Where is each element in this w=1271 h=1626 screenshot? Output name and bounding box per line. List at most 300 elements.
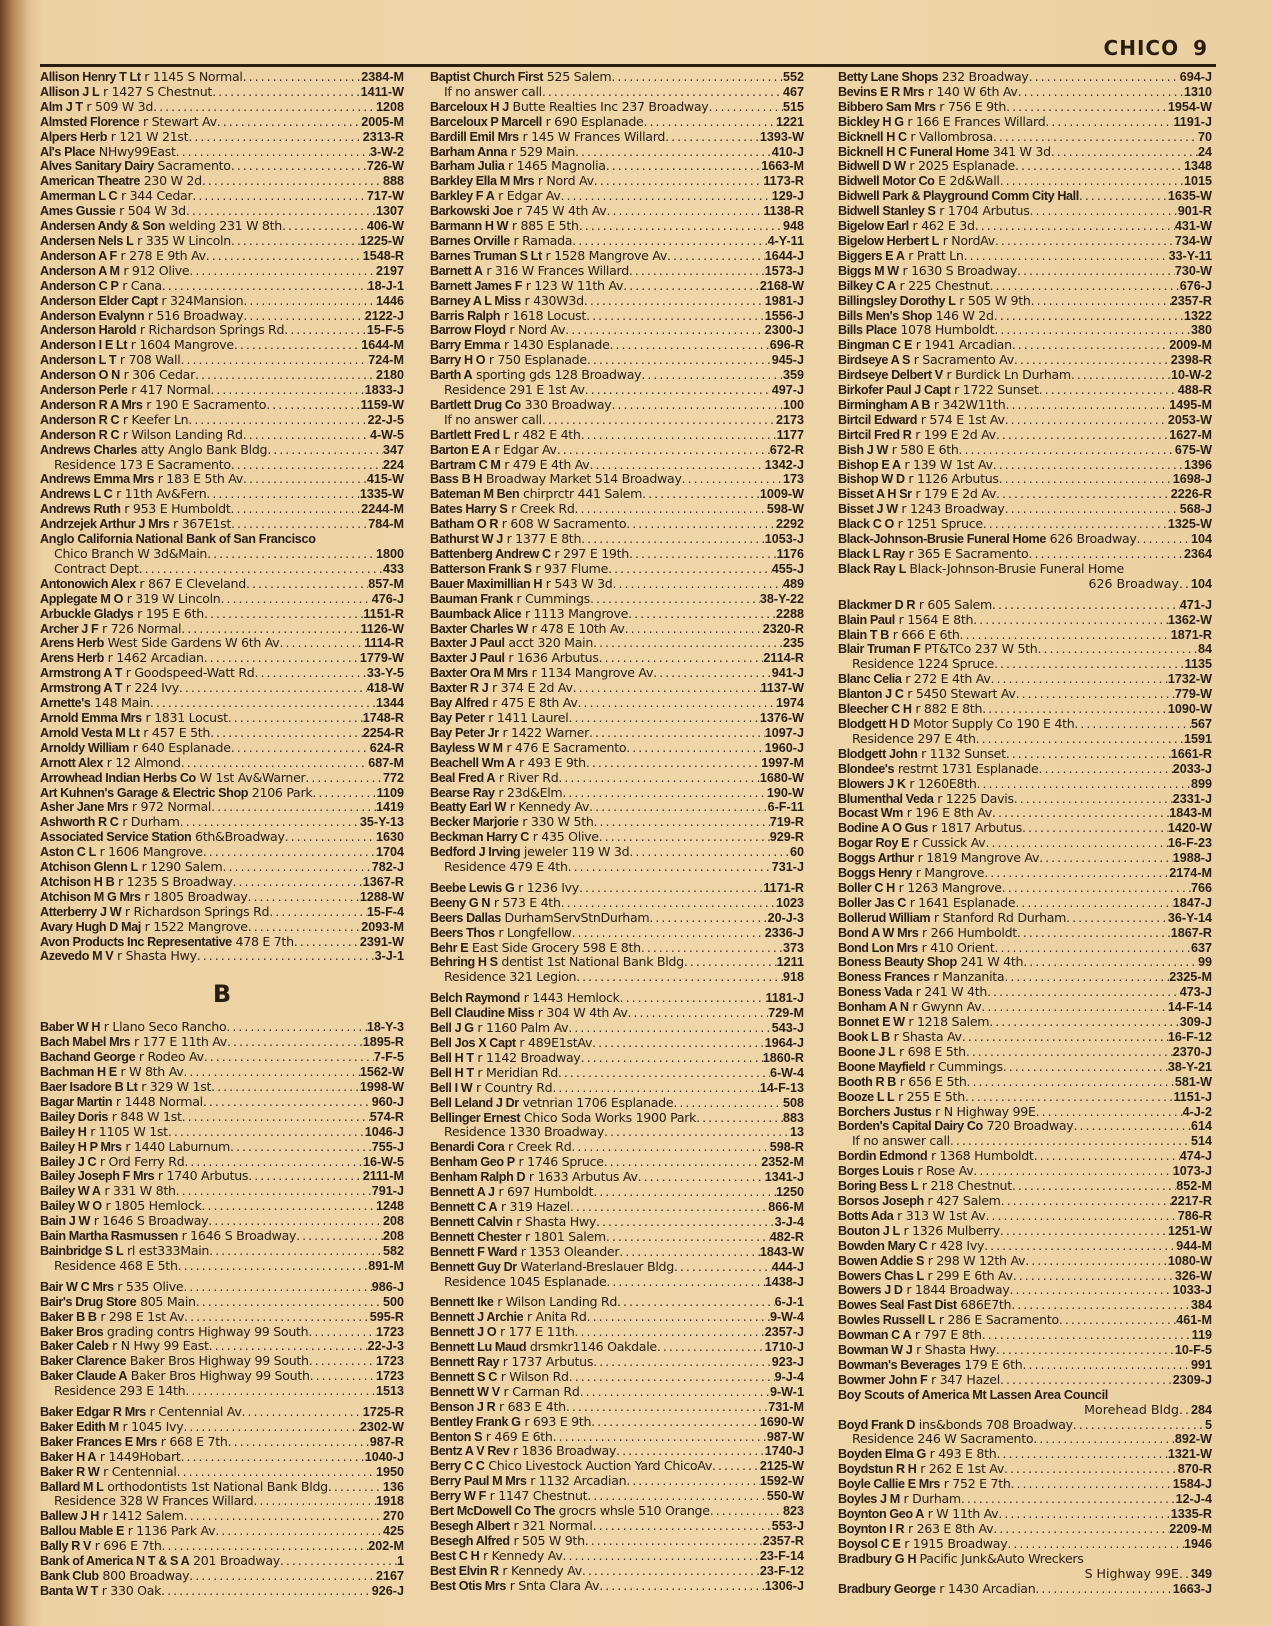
listing-detail: r Edgar Av	[498, 189, 561, 204]
phone-number: 173	[782, 472, 804, 487]
leader-dots	[581, 1051, 763, 1066]
listing-heading	[838, 1388, 1212, 1403]
phone-number: 899	[1190, 776, 1212, 791]
phone-number: 60	[789, 845, 804, 860]
listing-entry	[40, 487, 404, 502]
leader-dots	[1038, 642, 1198, 657]
listing-subentry	[40, 458, 404, 473]
listing-text	[430, 1051, 581, 1066]
listing-text	[40, 219, 282, 234]
listing-name: Bennett Guy Dr	[430, 1259, 517, 1274]
phone-number: 719-R	[769, 815, 804, 830]
listing-subentry	[838, 732, 1212, 747]
listing-detail: Residence 321 Legion	[444, 970, 577, 985]
listing-text	[40, 681, 179, 696]
listing-text	[430, 741, 626, 756]
listing-detail: r 1225 Davis	[937, 791, 1014, 806]
listing-detail: r 1915 Broadway	[904, 1536, 1008, 1551]
leader-dots	[184, 1310, 370, 1325]
listing-text	[838, 1045, 966, 1060]
leader-dots	[582, 1564, 760, 1579]
listing-entry	[838, 338, 1212, 353]
listing-text	[838, 792, 1014, 807]
listing-entry	[838, 896, 1212, 911]
phone-number: 1635-W	[1167, 189, 1212, 204]
listing-detail: r 139 W 1st Av	[904, 457, 993, 472]
leader-dots	[1031, 294, 1171, 309]
phone-number: 1046-J	[364, 1124, 404, 1139]
listing-detail: r 1465 Magnolia	[508, 159, 606, 174]
listing-entry	[838, 174, 1212, 189]
listing-name: Bidwell Stanley S	[838, 204, 936, 219]
listing-text	[40, 1169, 248, 1184]
listing-detail: r 218 Chestnut	[921, 1179, 1012, 1194]
leader-dots	[1003, 1060, 1168, 1075]
listing-detail: r 1646 S Broadway	[93, 1214, 209, 1229]
listing-name: Bidwell D W	[838, 159, 906, 174]
leader-dots	[176, 145, 370, 160]
listing-detail: r 482 E 4th	[513, 427, 581, 442]
listing-text	[430, 941, 641, 956]
listing-entry	[40, 875, 404, 890]
listing-entry	[430, 1215, 804, 1230]
leader-dots	[992, 806, 1169, 821]
listing-text	[838, 1283, 1009, 1298]
phone-number: 1322	[1183, 308, 1212, 323]
listing-name: Barmann H W	[430, 219, 509, 234]
leader-dots	[1006, 747, 1171, 762]
listing-detail: If no answer call	[444, 412, 542, 427]
leader-dots: ..	[1178, 1565, 1191, 1581]
listing-name: Baxter R J	[430, 681, 489, 696]
leader-dots	[606, 1275, 764, 1290]
listing-entry	[40, 711, 404, 726]
listing-detail: r 1817 Arbutus	[931, 821, 1023, 836]
listing-entry	[40, 1050, 404, 1065]
leader-dots	[231, 502, 362, 517]
listing-entry	[430, 955, 804, 970]
listing-text	[40, 264, 189, 279]
listing-entry	[430, 294, 804, 309]
leader-dots	[1137, 532, 1191, 547]
listing-name: Bouton J L	[838, 1223, 900, 1238]
listing-name: Bowles Russell L	[838, 1313, 936, 1328]
listing-text	[430, 1096, 673, 1111]
leader-dots	[674, 1260, 772, 1275]
leader-dots	[625, 622, 763, 637]
listing-text	[838, 821, 1022, 836]
listing-text	[40, 800, 211, 815]
listing-text	[838, 642, 1038, 657]
leader-dots	[589, 458, 764, 473]
phone-number: 309-J	[1179, 1015, 1212, 1030]
listing-detail: r 365 E Sacramento	[908, 547, 1029, 561]
listing-text	[430, 532, 581, 547]
leader-dots	[1079, 189, 1168, 204]
listing-detail: r 367E1st	[173, 517, 232, 532]
city-name: CHICO	[1103, 36, 1180, 60]
leader-dots	[581, 428, 777, 443]
phone-number: 731-J	[771, 860, 804, 875]
listing-detail: r Sacramento Av	[913, 353, 1014, 368]
listing-name: Blowers J K	[838, 776, 906, 791]
listing-text	[838, 985, 987, 1000]
listing-entry	[838, 159, 1212, 174]
leader-dots	[1014, 353, 1171, 368]
phone-number: 1114-R	[364, 636, 404, 651]
leader-dots	[626, 1474, 760, 1489]
phone-number: 568-J	[1179, 502, 1212, 517]
listing-entry	[40, 771, 404, 786]
listing-entry	[40, 323, 404, 338]
listing-text	[40, 1435, 228, 1450]
listing-text	[838, 762, 1038, 777]
phone-number: 16-F-12	[1167, 1030, 1212, 1044]
leader-dots	[973, 1164, 1172, 1179]
listing-text	[838, 472, 999, 487]
listing-name: Barton E A	[430, 442, 491, 457]
listing-name: Anderson R A Mrs	[40, 397, 143, 412]
listing-name: Bidwell Motor Co	[838, 174, 935, 189]
listing-detail: r 1805 Broadway	[144, 889, 248, 904]
listing-detail: r 745 W 4th Av	[516, 204, 607, 219]
listing-detail: jeweler 119 W 3d	[523, 845, 630, 860]
listing-entry	[838, 1537, 1212, 1552]
listing-entry	[40, 890, 404, 905]
listing-detail: r 1263 Mangrove	[898, 880, 1002, 895]
leader-dots	[309, 1354, 376, 1369]
listing-text	[40, 1280, 183, 1295]
phone-number: 515	[782, 99, 804, 114]
leader-dots	[1051, 145, 1198, 160]
listing-text	[838, 628, 960, 643]
listing-detail: r 1326 Mulberry	[903, 1223, 1000, 1238]
listing-entry	[838, 443, 1212, 458]
leader-dots	[153, 100, 376, 115]
leader-dots	[982, 1328, 1192, 1343]
listing-text	[838, 613, 973, 628]
leader-dots	[230, 1140, 372, 1155]
listing-name: Anderson Perle	[40, 383, 128, 398]
phone-number: 474-J	[1179, 1149, 1212, 1164]
leader-dots	[994, 323, 1191, 338]
phone-number: 489	[782, 576, 804, 591]
listing-text	[838, 189, 1079, 204]
listing-detail: r 848 W 1st	[111, 1109, 182, 1124]
leader-dots	[985, 1209, 1177, 1224]
listing-detail: r 882 E 8th	[915, 702, 983, 717]
listing-name: Ballew J H	[40, 1509, 99, 1524]
listing-entry	[838, 458, 1212, 473]
listing-entry	[430, 1534, 804, 1549]
listing-detail: r 529 Main	[510, 144, 576, 159]
listing-name: Blanc Celia	[838, 672, 902, 687]
listing-text	[430, 458, 589, 473]
listing-subentry	[430, 85, 804, 100]
listing-entry	[430, 1260, 804, 1275]
leader-dots	[196, 1295, 383, 1310]
leader-dots	[579, 881, 763, 896]
phone-number: 918	[782, 970, 804, 985]
phone-number: 2398-R	[1170, 353, 1212, 368]
listing-text	[40, 1065, 183, 1080]
listing-entry	[40, 1539, 404, 1554]
listing-name: Barnes Truman S Lt	[430, 248, 542, 263]
leader-dots	[611, 70, 783, 85]
listing-text	[430, 487, 642, 502]
listing-detail: r 255 E 5th	[898, 1089, 965, 1104]
phone-number: 1438-J	[764, 1274, 804, 1289]
leader-dots	[995, 234, 1175, 249]
listing-name: Baker H A	[40, 1449, 97, 1464]
phone-number: 2336-J	[764, 925, 804, 940]
listing-text	[40, 1310, 184, 1325]
phone-number: 1627-M	[1169, 427, 1212, 442]
listing-name: Bradbury George	[838, 1581, 936, 1596]
phone-number: 224	[382, 457, 404, 472]
listing-name: Baptist Church First	[430, 70, 544, 84]
phone-number: 9-W-1	[769, 1384, 804, 1399]
listing-detail: r 1606 Mangrove	[99, 845, 203, 860]
phone-number: 1335-R	[1170, 1507, 1212, 1521]
listing-text	[40, 115, 217, 130]
listing-name: Bardill Emil Mrs	[430, 129, 519, 144]
listing-name: American Theatre	[40, 174, 140, 189]
listing-name: Barceloux P Marcell	[430, 114, 542, 129]
leader-dots	[996, 1343, 1175, 1358]
phone-number: 582	[382, 1243, 404, 1258]
phone-number: 870-R	[1177, 1462, 1212, 1477]
listing-detail: r 374 E 2d Av	[492, 681, 573, 696]
listing-entry	[430, 1051, 804, 1066]
listing-detail: r 953 E Humboldt	[124, 502, 231, 517]
listing-name: Billingsley Dorothy L	[838, 293, 956, 308]
leader-dots	[569, 1370, 775, 1385]
phone-number: 1109	[376, 785, 404, 800]
listing-detail: r 605 Salem	[918, 597, 992, 612]
listing-detail: r 756 E 9th	[939, 99, 1007, 114]
leader-dots	[641, 368, 783, 383]
leader-dots	[183, 1420, 360, 1435]
listing-detail: 626 Broadway	[1049, 532, 1137, 547]
phone-number: 384	[1190, 1298, 1212, 1313]
listing-name: Benham Ralph D	[430, 1170, 526, 1185]
listing-text	[40, 741, 231, 756]
phone-number: 208	[382, 1214, 404, 1229]
leader-dots	[967, 1075, 1175, 1090]
phone-number: 2288	[775, 606, 804, 621]
leader-dots	[215, 1524, 383, 1539]
listing-detail: r N Highway 99E	[935, 1104, 1036, 1119]
leader-dots	[961, 1492, 1176, 1507]
listing-entry	[430, 577, 804, 592]
listing-detail: r 752 E 7th	[943, 1477, 1011, 1492]
leader-dots	[1000, 1373, 1173, 1388]
listing-name: Art Kuhnen's Garage & Electric Shop	[40, 785, 249, 800]
listing-text	[838, 1492, 961, 1507]
listing-detail: r 1641 Esplanade	[909, 895, 1016, 910]
listing-name: Barham Anna	[430, 144, 508, 159]
listing-text	[40, 502, 231, 517]
phone-number: 2180	[375, 368, 404, 383]
listing-entry	[40, 1420, 404, 1435]
listing-detail: r 304 W 4th Av	[537, 1006, 628, 1021]
leader-dots	[996, 487, 1171, 502]
listing-text	[838, 1075, 967, 1090]
listing-entry	[838, 642, 1212, 657]
listing-detail: r Llano Seco Rancho	[103, 1020, 227, 1035]
listing-detail: r 668 E 7th	[160, 1434, 228, 1449]
listing-entry	[40, 1229, 404, 1244]
phone-number: 598-W	[766, 502, 804, 517]
listing-detail: r 347 Hazel	[930, 1372, 1000, 1387]
listing-text	[430, 1245, 619, 1260]
leader-dots	[712, 1459, 760, 1474]
leader-dots	[188, 130, 362, 145]
listing-text	[40, 1199, 201, 1214]
listing-entry	[40, 502, 404, 517]
listing-detail: r 797 E 8th	[914, 1328, 982, 1343]
listing-text	[838, 1477, 1011, 1492]
listing-name: Baker B B	[40, 1309, 97, 1324]
leader-dots	[1074, 717, 1191, 732]
listing-text	[838, 1373, 1000, 1388]
listing-name: Birdseye Delbert V	[838, 368, 943, 383]
listing-detail: Chico Soda Works 1900 Park	[523, 1110, 697, 1125]
leader-dots	[210, 726, 363, 741]
listing-name: Bodine A O Gus	[838, 821, 929, 836]
listing-entry	[430, 100, 804, 115]
listing-detail: r 435 Olive	[532, 830, 599, 845]
listing-text	[40, 607, 204, 622]
listing-name: Boyles J M	[838, 1492, 900, 1507]
listing-name: Batham O R	[430, 517, 499, 532]
listing-name: Bennett F Ward	[430, 1244, 517, 1259]
phone-number: 614	[1190, 1119, 1212, 1134]
phone-number: 1725-R	[362, 1405, 404, 1420]
leader-dots	[568, 860, 772, 875]
listing-text	[838, 1209, 985, 1224]
phone-number: 1592-W	[759, 1474, 804, 1489]
listing-entry	[40, 607, 404, 622]
leader-dots	[606, 1230, 770, 1245]
leader-dots	[586, 756, 761, 771]
phone-number: 2168-W	[759, 278, 804, 293]
listing-detail: r Shasta Av	[893, 1030, 962, 1044]
listing-entry	[838, 487, 1212, 502]
listing-entry	[430, 70, 804, 85]
phone-number: 823	[782, 1504, 804, 1519]
listing-entry	[430, 323, 804, 338]
leader-dots	[587, 1310, 770, 1325]
leader-dots	[180, 353, 368, 368]
leader-dots	[573, 681, 761, 696]
phone-number: 1918	[375, 1494, 404, 1509]
listing-entry	[430, 1111, 804, 1126]
listing-entry	[430, 353, 804, 368]
listing-entry	[838, 941, 1212, 956]
listing-name: Bauman Frank	[430, 591, 513, 606]
phone-number: 1080-W	[1167, 1253, 1212, 1268]
leader-dots	[227, 1035, 363, 1050]
listing-entry	[40, 815, 404, 830]
listing-entry	[40, 70, 404, 85]
phone-number: 476-J	[371, 591, 404, 606]
listing-entry	[838, 672, 1212, 687]
listing-detail: r Centennial	[103, 1464, 177, 1479]
leader-dots	[266, 398, 360, 413]
listing-text	[430, 1355, 593, 1370]
listing-text	[430, 592, 590, 607]
listing-detail: r 608 W Sacramento	[501, 517, 627, 532]
listing-entry	[430, 1340, 804, 1355]
listing-name: Bilkey C A	[838, 278, 896, 293]
listing-subentry	[838, 1432, 1212, 1447]
listing-text	[430, 234, 572, 249]
listing-detail: r 1147 Chestnut	[489, 1489, 588, 1504]
listing-entry	[40, 1199, 404, 1214]
phone-number: 410-J	[771, 144, 804, 159]
listing-detail: Baker Bros Highway 99 South	[130, 1369, 310, 1384]
listing-text	[430, 323, 565, 338]
listing-text	[838, 836, 985, 851]
listing-subentry	[40, 1259, 404, 1274]
phone-number: 1964-J	[764, 1036, 804, 1050]
leader-dots	[1023, 955, 1198, 970]
leader-dots	[552, 1081, 760, 1096]
listing-entry	[430, 547, 804, 562]
listing-name: Beeny G N	[430, 895, 491, 910]
phone-number: 2320-R	[762, 621, 804, 636]
listing-entry	[40, 472, 404, 487]
listing-text	[430, 1564, 582, 1579]
leader-dots	[568, 1021, 771, 1036]
listing-text	[40, 145, 176, 160]
listing-subentry	[430, 1275, 804, 1290]
listing-text	[838, 428, 996, 443]
listing-entry	[40, 204, 404, 219]
phone-number: 581-W	[1174, 1074, 1212, 1089]
phone-number: 772	[382, 770, 404, 785]
listing-entry	[40, 428, 404, 443]
leader-dots	[1033, 1432, 1175, 1447]
listing-subentry	[838, 657, 1212, 672]
phone-number: 1321-W	[1167, 1447, 1212, 1462]
listing-name: Bailey W A	[40, 1184, 101, 1199]
listing-detail: r 427 Salem	[927, 1193, 1001, 1208]
phone-number: 10-F-5	[1174, 1343, 1212, 1358]
listing-text	[838, 517, 983, 532]
listing-detail: r 1290 Salem	[141, 860, 223, 875]
phone-number: 2391-W	[359, 934, 404, 949]
leader-dots	[1036, 1105, 1183, 1120]
leader-dots	[965, 1090, 1174, 1105]
listing-detail: r Country Rd	[476, 1080, 553, 1095]
listing-name: Anderson O N	[40, 368, 120, 383]
listing-name: Boness Beauty Shop	[838, 955, 957, 970]
listing-text	[838, 1462, 1004, 1477]
listing-text	[430, 1260, 674, 1275]
phone-number: 726-W	[366, 159, 404, 174]
listing-detail: r 1633 Arbutus Av	[528, 1170, 638, 1185]
listing-entry	[40, 1339, 404, 1354]
listing-name: Berry Paul M Mrs	[430, 1474, 527, 1489]
leader-dots	[993, 1522, 1169, 1537]
listing-detail: r 12 Almond	[106, 755, 181, 770]
listing-heading	[838, 562, 1212, 577]
phone-number: 1680-W	[759, 770, 804, 785]
phone-number: 1573-J	[764, 263, 804, 278]
